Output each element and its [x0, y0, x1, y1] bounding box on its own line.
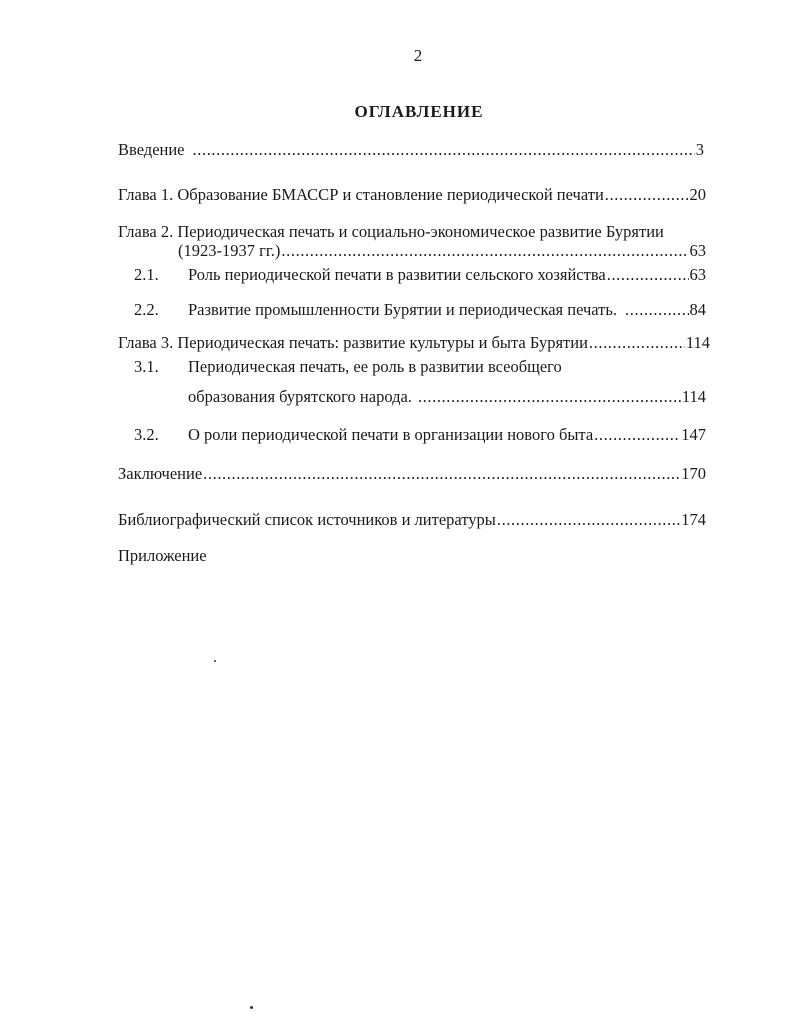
toc-entry-chapter-1[interactable]	[118, 185, 706, 205]
dot-leader	[203, 464, 680, 484]
toc-entry-text: Глава 3. Периодическая печать: развитие культуры и быта Бурятии	[118, 333, 588, 352]
toc-section-number: 2.2.	[134, 300, 159, 319]
toc-entry-section-2-1[interactable]	[134, 265, 706, 285]
toc-entry-text: О роли периодической печати в организации нового быта	[188, 425, 594, 444]
toc-section-number: 3.2.	[134, 425, 159, 444]
toc-entry-page: 174	[681, 510, 706, 529]
toc-entry-text: Периодическая печать, ее роль в развитии всеобщего	[188, 357, 562, 376]
dot-leader	[605, 185, 689, 205]
toc-entry-page: 20	[689, 185, 706, 204]
toc-entry-page: 170	[681, 464, 706, 483]
dot-leader	[418, 387, 681, 407]
toc-entry-section-3-1-title[interactable]	[134, 357, 706, 377]
toc-entry-page: 114	[685, 333, 710, 352]
dot-leader	[607, 265, 689, 285]
toc-entry-text: Роль периодической печати в развитии сельского хозяйства	[188, 265, 606, 284]
dot-leader	[497, 510, 680, 530]
toc-section-number: 3.1.	[134, 357, 159, 376]
toc-section-number: 2.1.	[134, 265, 159, 284]
toc-entry-text: Библиографический список источников и литературы	[118, 510, 496, 529]
dot-leader	[589, 333, 685, 353]
toc-entry-bibliography[interactable]	[118, 510, 706, 530]
toc-entry-chapter-2-title[interactable]: Глава 2. Периодическая печать и социально-экономическое развитие Бурятии	[118, 222, 664, 241]
toc-entry-conclusion[interactable]	[118, 464, 706, 484]
scan-speck	[250, 1006, 253, 1009]
toc-entry-page: 147	[681, 425, 706, 444]
toc-entry-chapter-3[interactable]	[118, 333, 710, 353]
page-title: ОГЛАВЛЕНИЕ	[354, 102, 484, 121]
toc-entry-chapter-2[interactable]	[178, 241, 706, 261]
toc-entry-page: 3	[695, 140, 704, 159]
toc-entry-text: Заключение	[118, 464, 203, 483]
toc-entry-text: (1923-1937 гг.)	[178, 241, 281, 260]
toc-entry-text: Развитие промышленности Бурятии и периодическая печать.	[188, 300, 618, 319]
dot-leader	[281, 241, 688, 261]
toc-entry-intro[interactable]	[118, 140, 704, 160]
toc-entry-section-3-1[interactable]	[188, 387, 706, 407]
toc-entry-appendix[interactable]: Приложение	[118, 546, 207, 565]
scan-speck	[214, 660, 216, 662]
toc-entry-text: Введение	[118, 140, 185, 159]
toc-entry-text: Глава 1. Образование БМАССР и становление периодической печати	[118, 185, 604, 204]
page-number: 2	[413, 46, 423, 65]
dot-leader	[594, 425, 680, 445]
toc-entry-page: 63	[689, 265, 706, 284]
dot-leader	[193, 140, 695, 160]
toc-entry-page: 84	[689, 300, 706, 319]
toc-entry-section-3-2[interactable]	[134, 425, 706, 445]
toc-entry-page: 63	[689, 241, 706, 260]
toc-entry-section-2-2[interactable]	[134, 300, 706, 320]
dot-leader	[625, 300, 688, 320]
toc-entry-page: 114	[681, 387, 706, 406]
toc-entry-text: образования бурятского народа.	[188, 387, 412, 406]
